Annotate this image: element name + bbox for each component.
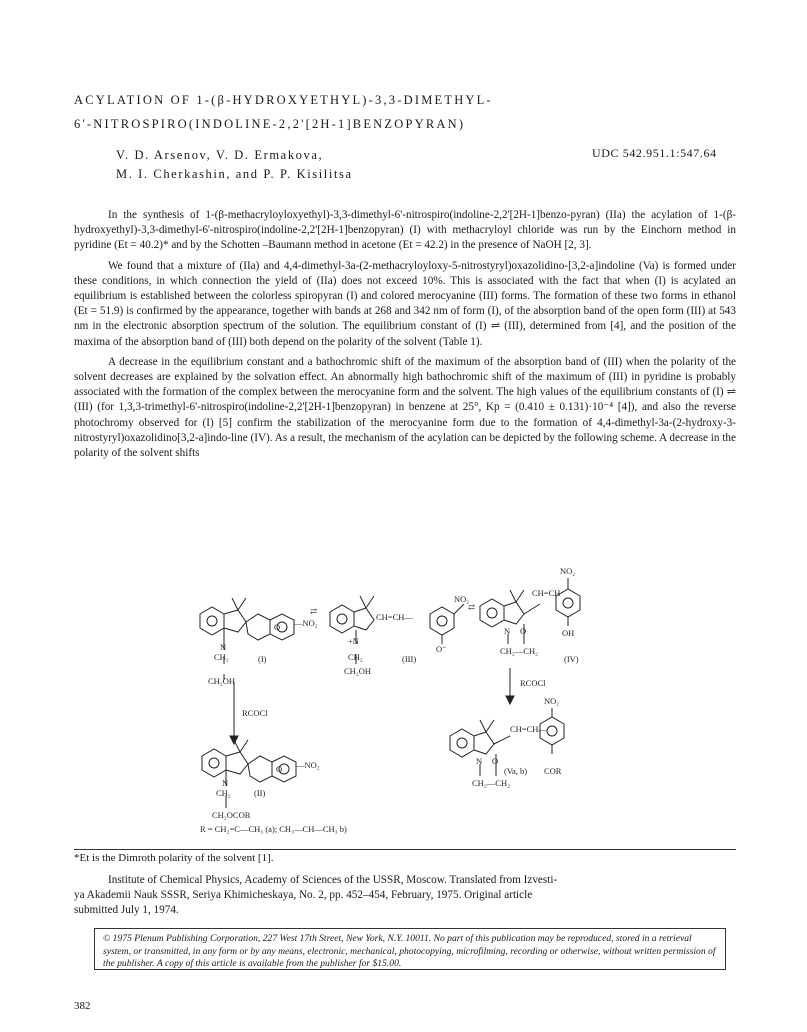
n-label-I: N (220, 642, 227, 652)
compound-label-II: (II) (254, 788, 266, 798)
o-minus-label-III: O⁻ (436, 644, 447, 654)
ch2ch2-label-IV: CH₂—CH₂ (500, 646, 539, 656)
pyrrole-ring-V (474, 732, 494, 754)
footnote: *Et is the Dimroth polarity of the solvent [1]. (74, 852, 274, 864)
no2-label-IV: NO₂ (560, 566, 576, 576)
footnote-rule (74, 849, 736, 850)
no2-label-V: NO₂ (544, 696, 560, 706)
institution-note (74, 873, 736, 919)
benzene-ring-V (450, 729, 474, 757)
benzene-ring-I (200, 607, 224, 635)
n-label-II: N (222, 778, 229, 788)
benzene-ring-IV (480, 599, 504, 627)
ch2-label-III: CH₂ (348, 652, 363, 662)
compound-label-I: (I) (258, 654, 267, 664)
ch2ocor-label-II: CH₂OCOR (212, 810, 251, 820)
r-definition: R = CH₂=C—CH₃ (a); CH₃—CH—CH₃ b) (200, 824, 347, 834)
ch2oh-label-III: CH₂OH (344, 666, 372, 676)
institution-line-1: Institute of Chemical Physics, Academy of Sciences of the USSR, Moscow. Translated from Izvesti- (108, 874, 558, 886)
pyrrole-ring-IV (504, 602, 524, 624)
o-label-I: O (274, 622, 281, 632)
ch-ch-label-IV: CH=CH (532, 588, 561, 598)
pyrrole-ring-III (354, 608, 374, 630)
title-line-1: ACYLATION OF 1-(β-HYDROXYETHYL)-3,3-DIMETHYL- (74, 93, 493, 107)
benzene-ring-III (330, 605, 354, 633)
pyran-ring-I (246, 614, 270, 640)
institution-line-2: ya Akademii Nauk SSSR, Seriya Khimicheskaya, No. 2, pp. 452–454, February, 1975. Original article (74, 889, 533, 902)
institution-line-3: submitted July 1, 1974. (74, 904, 179, 917)
paragraph-3: A decrease in the equilibrium constant and a bathochromic shift of the maximum of the absorption band of (III) when the polarity of the solvent decreases are explained by the solvation effect. An abnormally high bathochromic shift of the maximum of (III) in pyridine is probably associated with the formation of the complex between the merocyanine form and the solvent. The high values of the equilibrium constants of (I) ⇌ (III) (for 1,3,3-trimethyl-6'-nitrospiro(indoline-2,2'[2H-1]benzopyran) in benzene at 25°, Kp = (0.410 ± 0.131)·10⁻⁴ [4]), and also the reverse photochromy observed for (I) [5] confirm the stabilization of the merocyanine form due to the formation of 4,4-dimethyl-3a-(2-hydroxy-3-nitrostyryl)oxazolidino[3,2-a]indo-line (IV). As a result, the mechanism of the acylation can be depicted by the following scheme. A decrease in the polarity of the solvent shifts (74, 355, 736, 460)
n-plus-label-III: +N (348, 636, 359, 646)
scheme-labels (200, 566, 579, 834)
title-line-2: 6'-NITROSPIRO(INDOLINE-2,2'[2H-1]BENZOPYRAN) (74, 117, 466, 131)
n-label-IV: N (504, 626, 511, 636)
ch2-label-I: CH₂ (214, 652, 229, 662)
o-label-V: O (492, 756, 499, 766)
no2-label-II: —NO₂ (296, 760, 320, 770)
equilibrium-arrow-2: ⇄ (468, 602, 476, 612)
authors-line-1: V. D. Arsenov, V. D. Ermakova, (116, 148, 324, 162)
copyright-box (94, 928, 726, 970)
ch-ch-label-III: CH=CH— (376, 612, 413, 622)
udc-code: UDC 542.951.1:547.64 (592, 146, 717, 160)
article-body (74, 208, 736, 466)
copyright-text: © 1975 Plenum Publishing Corporation, 227 West 17th Street, New York, N.Y. 10011. No part of this publication may be reproduced, stored in a retrieval system, or transmitted, in any form or by any means, electronic, mechanical, photocopying, microfilming, recording or otherwise, without written permission of the publisher. A copy of this article is available from the publisher for $15.00. (103, 933, 716, 969)
o-label-II: O (276, 764, 283, 774)
reaction-scheme-svg (180, 564, 590, 849)
pyrrole-ring-I (224, 610, 246, 632)
ch-ch-label-V: CH=CH— (510, 724, 547, 734)
ch2ch2-label-V: CH₂—CH₂ (472, 778, 511, 788)
no2-label-III: NO₂ (454, 594, 470, 604)
n-label-V: N (476, 756, 483, 766)
rcocl-label-2: RCOCl (520, 678, 546, 688)
paragraph-1: In the synthesis of 1-(β-methacryloyloxyethyl)-3,3-dimethyl-6'-nitrospiro(indoline-2,2'[2H-1]benzo-pyran) (IIa) the acylation of 1-(β-hydroxyethyl)-3,3-dimethyl-6'-nitrospiro(indoline-2,2'[2H-1]benzopyran) (I) with methacryloyl chloride was run by the Einchorn method in pyridine (Et = 40.2)* and by the Schotten –Baumann method in acetone (Et = 42.2) in the presence of NaOH [2, 3]. (74, 209, 736, 252)
ch2-label-II: CH₂ (216, 788, 231, 798)
equilibrium-arrow-1: ⇄ (310, 606, 318, 616)
oh-label-IV: OH (562, 628, 575, 638)
compound-label-IV: (IV) (564, 654, 579, 664)
rcocl-label-1: RCOCl (242, 708, 268, 718)
page-number: 382 (74, 1000, 91, 1012)
compound-label-III: (III) (402, 654, 417, 664)
ch2oh-label-I: CH₂OH (208, 676, 236, 686)
pyrrole-ring-II (226, 752, 248, 774)
authors (116, 146, 353, 184)
reaction-scheme (180, 564, 590, 849)
article-title (74, 88, 493, 136)
pyran-ring-II (248, 756, 272, 782)
benzene-ring-II (202, 749, 226, 777)
compound-label-V: (Va, b) (504, 766, 528, 776)
o-label-IV: O (520, 626, 527, 636)
cor-label-V: COR (544, 766, 562, 776)
nitrophenol-ring-III (430, 607, 454, 635)
authors-line-2: M. I. Cherkashin, and P. P. Kisilitsa (116, 167, 353, 181)
paragraph-2: We found that a mixture of (IIa) and 4,4-dimethyl-3a-(2-methacryloyloxy-5-nitrostyryl)oxazolidino-[3,2-a]indoline (Va) is formed under these conditions, in which connection the yield of (IIa) does not exceed 10%. This is associated with the fact that when (I) is acylated an equilibrium is established between the colorless spiropyran (I) and colored merocyanine (III) forms. The formation of these two forms in ethanol (Et = 51.9) is confirmed by the appearance, together with bands at 268 and 342 nm of form (I), of the absorption band of the open form (III) at 543 nm in the electronic absorption spectrum of the solution. The equilibrium constant of (I) ⇌ (III), determined from [4], and the position of the maxima of the absorption band of (III) both depend on the polarity of the solvent (Table 1). (74, 259, 736, 348)
no2-label-I: —NO₂ (294, 618, 318, 628)
